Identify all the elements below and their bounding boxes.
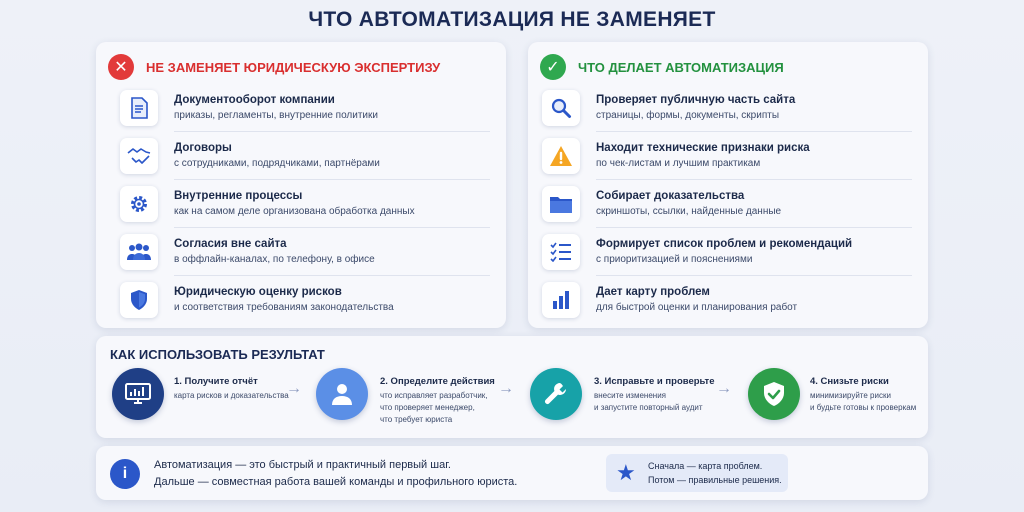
divider [174,179,490,180]
step-title: 4. Снизьте риски [810,376,889,387]
arrow-right-icon: → [716,380,732,397]
list-item [120,282,490,330]
item-subtitle: как на самом деле организована обработка данных [174,206,415,217]
item-subtitle: скриншоты, ссылки, найденные данные [596,206,782,217]
item-title: Юридическую оценку рисков [174,286,342,298]
page-title: ЧТО АВТОМАТИЗАЦИЯ НЕ ЗАМЕНЯЕТ [308,8,716,31]
wrench-icon [530,368,582,420]
step-title: 2. Определите действия [380,376,495,387]
monitor-chart-icon [112,368,164,420]
divider [174,227,490,228]
tip-line-2: Потом — правильные решения. [648,475,782,485]
item-subtitle: страницы, формы, документы, скрипты [596,110,780,121]
tip-line-1: Сначала — карта проблем. [648,461,763,471]
tip-box [606,454,788,492]
automation-does-list [542,90,912,330]
gear-icon [120,186,158,222]
item-title: Находит технические признаки риска [596,142,810,154]
list-item [120,234,490,282]
step-desc-line: и запустите повторный аудит [594,403,703,412]
item-title: Формирует список проблем и рекомендаций [596,238,853,250]
divider [596,227,912,228]
checkmark-icon: ✓ [540,54,566,80]
magnifier-icon [542,90,580,126]
checklist-icon [542,234,580,270]
item-title: Дает карту проблем [596,286,710,298]
star-icon: ★ [616,460,636,485]
item-subtitle: с сотрудниками, подрядчиками, партнёрами [174,158,380,169]
step-desc-line: минимизируйте риски [810,391,891,400]
step-desc-line: карта рисков и доказательства [174,391,289,400]
list-item [542,186,912,234]
item-title: Проверяет публичную часть сайта [596,94,796,106]
cross-icon: ✕ [108,54,134,80]
not-replaced-card [96,42,506,328]
shield-check-icon [748,368,800,420]
step-description [810,390,916,414]
step-title: 3. Исправьте и проверьте [594,376,715,387]
note-line-2: Дальше — совместная работа вашей команды и профильного юриста. [154,476,518,488]
item-subtitle: приказы, регламенты, внутренние политики [174,110,378,121]
note-card [96,446,928,500]
divider [596,179,912,180]
step-description [380,390,488,426]
divider [174,275,490,276]
step-description [174,390,289,402]
not-replaced-list [120,90,490,330]
arrow-right-icon: → [286,380,302,397]
step-desc-line: и будьте готовы к проверкам [810,403,917,412]
divider [174,131,490,132]
step-desc-line: внесите изменения [594,391,667,400]
list-item [542,234,912,282]
handshake-icon [120,138,158,174]
item-subtitle: в оффлайн-каналах, по телефону, в офисе [174,254,375,265]
folder-icon [542,186,580,222]
automation-does-heading: ЧТО ДЕЛАЕТ АВТОМАТИЗАЦИЯ [578,59,784,75]
bar-chart-icon [542,282,580,318]
arrow-right-icon: → [498,380,514,397]
item-title: Согласия вне сайта [174,238,287,250]
how-to-use-heading: КАК ИСПОЛЬЗОВАТЬ РЕЗУЛЬТАТ [110,347,325,362]
list-item [120,186,490,234]
list-item [542,282,912,330]
step-desc-line: что исправляет разработчик, [380,391,488,400]
warning-icon [542,138,580,174]
item-subtitle: с приоритизацией и пояснениями [596,254,753,265]
automation-does-header [540,54,784,80]
item-title: Внутренние процессы [174,190,303,202]
item-subtitle: для быстрой оценки и планирования работ [596,302,798,313]
item-subtitle: по чек-листам и лучшим практикам [596,158,761,169]
step-desc-line: что требует юриста [380,415,453,424]
step-title: 1. Получите отчёт [174,376,258,387]
person-icon [316,368,368,420]
list-item [542,90,912,138]
not-replaced-header [108,54,440,80]
document-icon [120,90,158,126]
divider [596,131,912,132]
item-title: Собирает доказательства [596,190,745,202]
list-item [542,138,912,186]
item-subtitle: и соответствия требованиям законодательства [174,302,394,313]
how-to-use-card [96,336,928,438]
info-icon: i [110,459,140,489]
people-icon [120,234,158,270]
list-item [120,90,490,138]
list-item [120,138,490,186]
item-title: Документооборот компании [174,94,335,106]
not-replaced-heading: НЕ ЗАМЕНЯЕТ ЮРИДИЧЕСКУЮ ЭКСПЕРТИЗУ [146,59,441,75]
note-line-1: Автоматизация — это быстрый и практичный первый шаг. [154,459,451,471]
item-title: Договоры [174,142,232,154]
automation-does-card [528,42,928,328]
shield-icon [120,282,158,318]
step-description [594,390,703,414]
step-desc-line: что проверяет менеджер, [380,403,475,412]
divider [596,275,912,276]
